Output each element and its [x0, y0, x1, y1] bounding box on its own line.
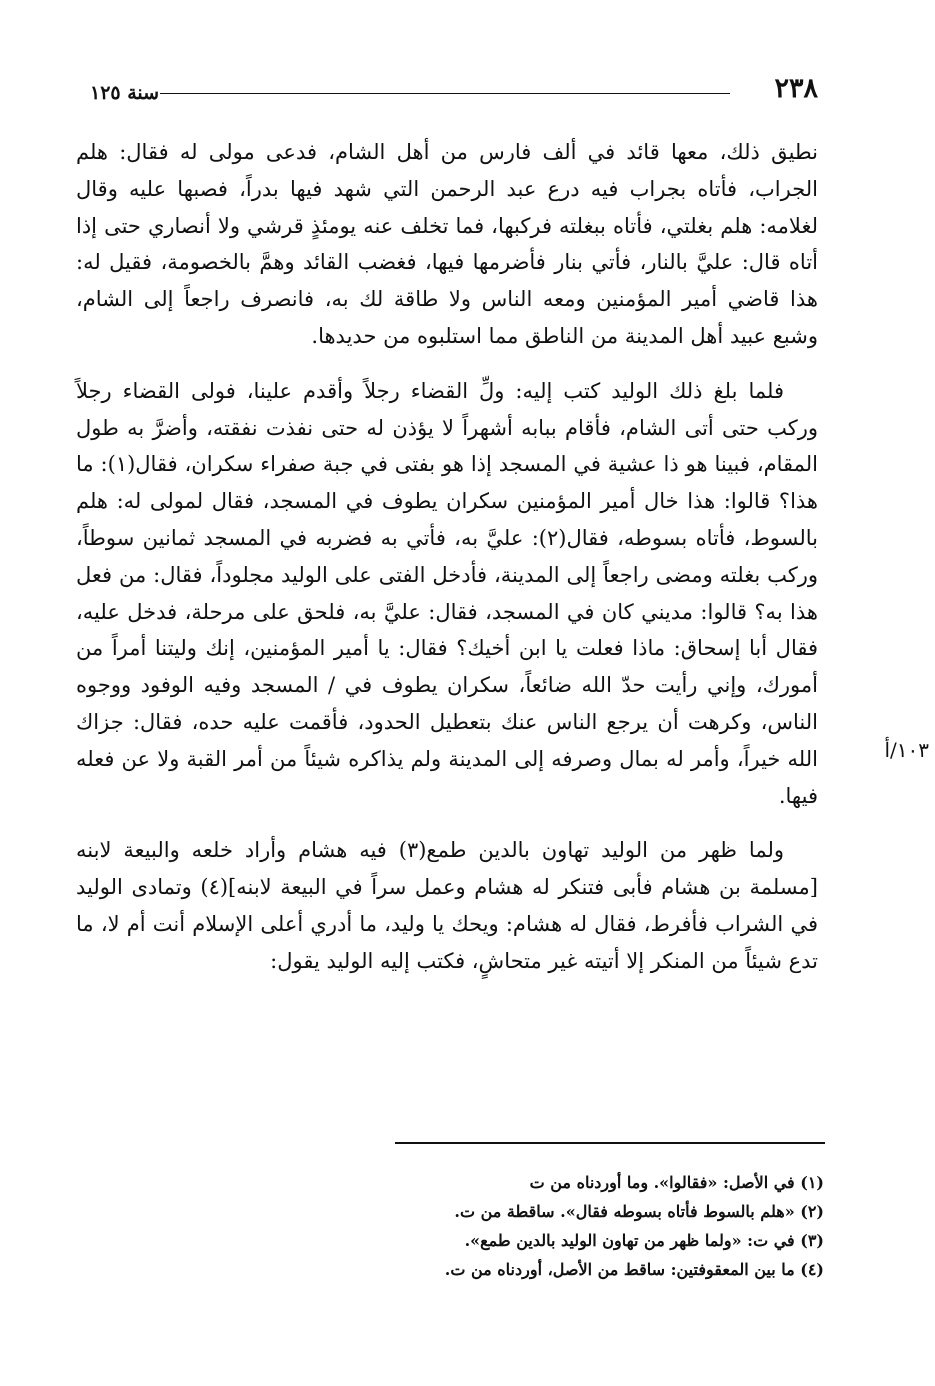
- running-head-year: سنة ١٢٥: [90, 82, 160, 104]
- page-header: [90, 72, 818, 112]
- page-number: ٢٣٨: [774, 73, 818, 104]
- paragraph-1: نطيق ذلك، معها قائد في ألف فارس من أهل الشام، فدعى مولى له فقال: هلم الجراب، فأتاه بجراب فيه درع عبد الرحمن التي شهد فيها بدراً، فصبها عليه وقال لغلامه: هلم بغلتي، فأتاه ببغلته فركبها، فما تخلف عنه يومئذٍ قرشي ولا أنصاري حتى إذا أتاه قال: عليَّ بالنار، فأتي بنار فأضرمها فيها، فغضب القائد وهمَّ بالخصومة، فقيل له: هذا قاضي أمير المؤمنين ومعه الناس ولا طاقة لك به، فانصرف راجعاً إلى الشام، وشبع عبيد أهل المدينة من الناطق مما استلبوه من حديدها.: [76, 140, 818, 348]
- footnote-2: (٢) «هلم بالسوط فأتاه بسوطه فقال». ساقطة من ت.: [454, 1202, 824, 1221]
- footnote-rule: [395, 1142, 825, 1144]
- footnote-1: (١) في الأصل: «فقالوا». وما أوردناه من ت: [529, 1173, 824, 1192]
- paragraph-3: ولما ظهر من الوليد تهاون بالدين طمع(٣) فيه هشام وأراد خلعه والبيعة لابنه [مسلمة بن هشام فأبى فتنكر له هشام وعمل سراً في البيعة لابنه](٤) وتمادى الوليد في الشراب فأفرط، فقال له هشام: ويحك يا وليد، ما أدري أعلى الإسلام أنت أم لا، ما تدع شيئاً من المنكر إلا أتيته غير متحاشٍ، فكتب إليه الوليد يقول:: [76, 838, 818, 973]
- paragraph-2: فلما بلغ ذلك الوليد كتب إليه: ولِّ القضاء رجلاً وأقدم علينا، فولى القضاء رجلاً وركب حتى أتى الشام، فأقام ببابه أشهراً لا يؤذن له حتى نفذت نفقته، وأضرَّ به طول المقام، فبينا هو ذا عشية في المسجد إذا هو بفتى في جبة صفراء سكران، فقال(١): ما هذا؟ قالوا: هذا خال أمير المؤمنين سكران يطوف في المسجد، فقال لمولى له: هلم بالسوط، فأتاه بسوطه، فقال(٢): عليَّ به، فأتي به فضربه في المسجد ثمانين سوطاً، وركب بغلته ومضى راجعاً إلى المدينة، فأدخل الفتى على الوليد مجلوداً، فقال: من فعل هذا به؟ قالوا: مديني كان في المسجد، فقال: عليَّ به، فلحق على مرحلة، فدخل عليه، فقال أبا إسحاق: ماذا فعلت يا ابن أخيك؟ فقال: يا أمير المؤمنين، إنك وليتنا أمراً من أمورك، وإني رأيت حدّ الله ضائعاً، سكران يطوف في / المسجد وفيه الوفود ووجوه الناس، وكرهت أن يرجع الناس عنك بتعطيل الحدود، فأقمت عليه حده، فقال: جزاك الله خيراً، وأمر له بمال وصرفه إلى المدينة ولم يذاكره شيئاً من أمر القبة ولا عن فعله فيها.: [76, 378, 819, 808]
- header-rule: [160, 93, 730, 94]
- footnote-3: (٣) في ت: «ولما ظهر من تهاون الوليد بالدين طمع».: [464, 1231, 824, 1250]
- footnote-4: (٤) ما بين المعقوفتين: ساقط من الأصل، أوردناه من ت.: [444, 1260, 824, 1279]
- folio-margin-note: ١٠٣/أ: [884, 738, 929, 762]
- main-text: [76, 134, 818, 980]
- footnotes: [300, 1168, 824, 1284]
